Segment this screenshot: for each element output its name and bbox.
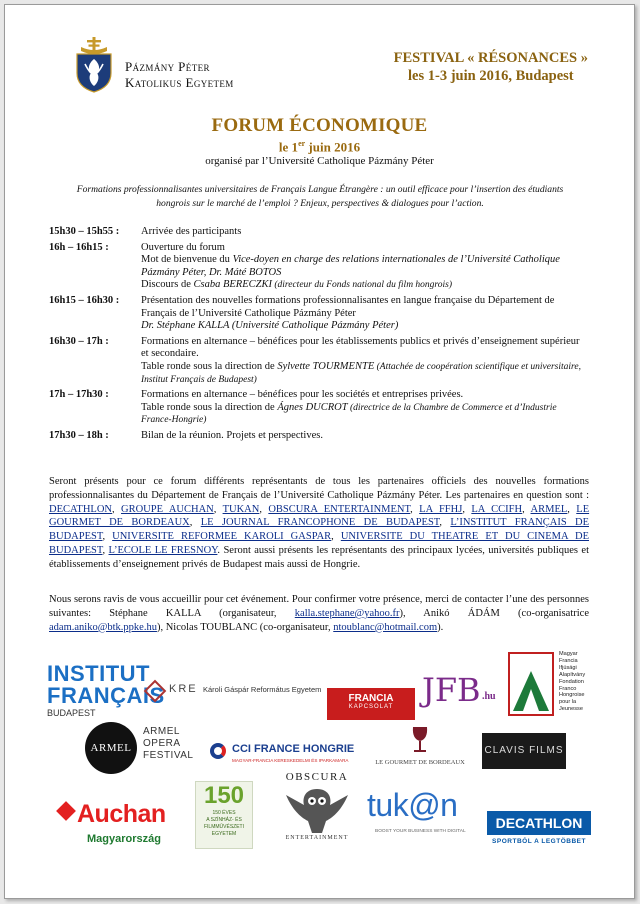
partner-link[interactable]: UNIVERSITE DU THEATRE ET DU CINEMA DE BUDAPEST [49, 531, 590, 556]
partner-link[interactable]: OBSCURA ENTERTAINMENT [268, 503, 411, 515]
decathlon-sub: SPORTBÓL A LEGTÖBBET [492, 838, 586, 845]
szfe-number: 150 [203, 782, 245, 809]
kre-abbr: KRE [169, 683, 198, 695]
schedule-roundtable [141, 361, 589, 386]
kre-emblem-icon [144, 680, 167, 703]
szfe-line: FILMMŰVÉSZETI [203, 824, 244, 830]
university-name-line1: Pázmány Péter [125, 59, 210, 74]
university-name [125, 59, 234, 91]
ffhj-line: Magyar [559, 651, 578, 657]
partner-link[interactable]: DECATHLON [49, 503, 112, 515]
auchan-bird-icon [56, 801, 76, 821]
roundtable-moderator: Sylvette TOURMENTE [277, 360, 375, 372]
partner-link[interactable]: LE JOURNAL FRANCOPHONE DE BUDAPEST [200, 517, 440, 529]
schedule-text: Ouverture du forum [141, 241, 225, 253]
obscura-logo [267, 771, 367, 851]
speech-note: (directeur du Fonds national du film hongrois) [271, 280, 453, 291]
szfe-text [196, 810, 252, 838]
gourmet-text: LE GOURMET DE BORDEAUX [375, 759, 465, 766]
schedule-text: Bilan de la réunion. Projets et perspectives. [141, 429, 323, 441]
partner-link[interactable]: UNIVERSITE REFORMEE KAROLI GASPAR [112, 531, 332, 543]
institut-line1: INSTITUT [47, 661, 150, 686]
forum-date-month: juin 2016 [305, 139, 361, 155]
roundtable-prefix: Table ronde sous la direction de [141, 360, 278, 372]
ffhj-emblem-icon [505, 651, 557, 721]
kre-logo [147, 679, 325, 709]
partners-intro: Seront présents pour ce forum différents représentants de tous les partenaires officiels des nouvelles formations professionnalisantes du Département de Français de l’Université Catholique Pázmány Péter. Les partenaires en question sont : [49, 476, 589, 501]
forum-organizer: organisé par l’Université Catholique Pázmány Péter [205, 155, 434, 167]
schedule-row [49, 389, 589, 427]
partner-link[interactable]: ARMEL [530, 503, 568, 515]
decathlon-logo [487, 811, 591, 851]
partner-link[interactable]: L’ECOLE LE FRESNOY [108, 544, 218, 556]
jfb-logo [422, 671, 504, 721]
schedule-time: 16h30 – 17h : [49, 335, 109, 347]
festival-title: FESTIVAL « RÉSONANCES » [393, 50, 588, 66]
jfb-suffix: .hu [482, 691, 496, 702]
jfb-text: JFB [422, 671, 481, 709]
ffhj-text [559, 651, 585, 713]
schedule-row [49, 226, 589, 239]
welcome-prefix: Mot de bienvenue du [141, 254, 233, 266]
festival-header [394, 49, 588, 85]
armel-circle-icon [85, 722, 137, 774]
schedule-welcome [141, 254, 589, 279]
ffhj-line: Franco [559, 685, 577, 692]
armel-line: OPERA [143, 738, 181, 749]
speech-prefix: Discours de [141, 279, 194, 291]
roundtable-moderator: Ágnes DUCROT [277, 401, 348, 413]
forum-date-day: le 1 [278, 139, 299, 155]
szfe-line: 150 ÉVES [212, 810, 236, 816]
roundtable-note: (directrice de la Chambre de Commerce et d’Industrie France-Hongrie) [141, 402, 557, 426]
roundtable-prefix: Table ronde sous la direction de [141, 401, 278, 413]
schedule-time: 17h – 17h30 : [49, 389, 109, 401]
schedule-row [49, 336, 589, 386]
schedule-time: 17h30 – 18h : [49, 429, 109, 441]
partners-outro: . Seront aussi présents les représentants des principaux lycées, universités publiques et établissements d’enseignement privés de Budapest mais aussi de Hongrie. [49, 544, 590, 570]
contact-text: ), Nicolas TOUBLANC (co-organisateur, [156, 621, 334, 633]
schedule-time: 16h15 – 16h30 : [49, 294, 120, 306]
email-link[interactable]: ntoublanc@hotmail.com [333, 621, 438, 633]
partner-link[interactable]: LE GOURMET DE BORDEAUX [49, 503, 590, 529]
partner-link[interactable]: LA FFHJ [419, 503, 463, 515]
roundtable-note: (Attachée de coopération scientifique et universitaire, Institut Français de Budapest) [141, 361, 581, 385]
institut-line3: BUDAPEST [47, 708, 96, 718]
schedule-text: Formations en alternance – bénéfices pour les établissements publics et privés d’enseignement supérieur et secondaire. [141, 335, 580, 360]
auchan-logo [57, 800, 181, 850]
university-crest-icon [73, 37, 115, 93]
university-name-line2: Katolikus Egyetem [125, 75, 234, 90]
schedule-speech [141, 279, 589, 292]
armel-mark: ARMEL [90, 742, 132, 754]
owl-icon [282, 783, 352, 835]
cci-logo [210, 741, 360, 773]
schedule-text: Formations en alternance – bénéfices pour les sociétés et entreprises privées. [141, 389, 464, 401]
schedule-time: 15h30 – 15h55 : [49, 226, 120, 237]
kre-name: Károli Gáspár Református Egyetem [203, 685, 322, 694]
contact-paragraph [49, 593, 589, 634]
obscura-sub: ENTERTAINMENT [285, 835, 349, 841]
contact-text: ), Anikó ÁDÁM (co-organisatrice [399, 607, 589, 619]
tukan-sub: BOOST YOUR BUSINESS WITH DIGITAL [375, 829, 466, 834]
schedule-text: Arrivée des participants [141, 226, 242, 237]
schedule-time: 16h – 16h15 : [49, 241, 109, 253]
gourmet-bordeaux-logo [370, 725, 470, 773]
forum-intro: Formations professionnalisantes universitaires de Français Langue Étrangère : un outil efficace pour l’insertion des étudiants hongrois sur le marché de l’emploi ? Enjeux, perspectives & dialogues pour l’action. [76, 184, 564, 209]
contact-text: Nous serons ravis de vous accueillir pour cet événement. Pour confirmer votre présence, merci de contacter l’une des personnes suivantes: Stéphane KALLA (organisateur, [49, 594, 589, 619]
auchan-text: Auchan [77, 800, 166, 828]
document-page [4, 4, 635, 899]
szfe-line: A SZÍNHÁZ- ÉS [206, 817, 242, 823]
ffhj-line: Hongroise [559, 692, 585, 699]
ffhj-line: Jeunesse [559, 706, 583, 713]
francia-kapcsolat-logo [327, 688, 415, 720]
partner-link[interactable]: TUKAN [222, 503, 260, 515]
decathlon-text: DECATHLON [487, 811, 591, 835]
schedule-text: Présentation des nouvelles formations professionnalisantes en langue française du Département de Français de l’Université Catholique Pázmány Péter [141, 294, 555, 319]
partner-link[interactable]: L’INSTITUT FRANÇAIS DE BUDAPEST [49, 517, 589, 543]
ffhj-line: Fondation [559, 678, 584, 685]
ffhj-line: Ifjúsági [559, 664, 577, 671]
tukan-text: tuk@n [367, 787, 458, 823]
partner-link[interactable]: GROUPE AUCHAN [121, 503, 214, 515]
email-link[interactable]: adam.aniko@btk.ppke.hu [49, 621, 157, 633]
schedule-row [49, 242, 589, 292]
schedule [49, 226, 589, 446]
ffhj-line: Alapítvány [559, 671, 586, 678]
ffhj-line: Francia [559, 657, 578, 664]
armel-line: ARMEL [143, 726, 180, 737]
schedule-roundtable [141, 402, 589, 427]
forum-title: FORUM ÉCONOMIQUE [211, 115, 428, 136]
festival-dates: les 1-3 juin 2016, Budapest [408, 68, 574, 84]
auchan-sub: Magyarország [87, 833, 161, 845]
armel-text [143, 726, 194, 762]
ffhj-line: pour la [559, 699, 577, 706]
institut-line2: FRANÇAIS [47, 683, 165, 708]
cci-emblem-icon [210, 743, 226, 759]
francia-line2: KAPCSOLAT [348, 704, 394, 710]
francia-line1: FRANCIA [348, 693, 394, 704]
institut-francais-logo [47, 661, 165, 719]
forum-date [5, 139, 634, 155]
partners-paragraph: Seront présents pour ce forum différents représentants de tous les partenaires officiels des nouvelles formations professionnalisantes du Département de Français de l’Université Catholique Pázmány Péter. Les partenaires en question sont : DECATHLON, GROUPE AUCHAN, TUKAN, OBSCURA ENTERTAINMENT, LA FFHJ, LA CCIFH, ARMEL, LE GOURMET DE BORDEAUX, LE JOURNAL FRANCOPHONE DE BUDAPEST, L’INSTITUT FRANÇAIS DE BUDAPEST, UNIVERSITE REFORMEE KAROLI GASPAR, UNIVERSITE DU THEATRE ET DU CINEMA DE BUDAPEST, L’ECOLE LE FRESNOY. Seront aussi présents les représentants des principaux lycées, universités publiques et établissements d’enseignement privés de Budapest mais aussi de Hongrie. [49, 476, 590, 570]
clavis-films-logo [482, 733, 566, 769]
szfe-150-logo [195, 781, 253, 849]
schedule-row [49, 295, 589, 333]
szfe-line: EGYETEM [211, 831, 237, 837]
welcome-speaker: Vice-doyen en charge des relations internationales de l’Université Catholique Pázmány Péter, Dr. Máté BOTOS [141, 254, 560, 278]
obscura-title: OBSCURA [285, 771, 349, 783]
schedule-speaker: Dr. Stéphane KALLA (Université Catholique Pázmány Péter) [141, 320, 399, 332]
forum-date-sup: er [298, 139, 306, 148]
clavis-text: CLAVIS FILMS [484, 745, 564, 756]
speech-speaker: Csaba BERECZKI [193, 279, 272, 291]
armel-line: FESTIVAL [143, 750, 194, 761]
email-link[interactable]: kalla.stephane@yahoo.fr [294, 607, 400, 619]
wine-glass-icon [408, 725, 432, 755]
tukan-logo [367, 787, 477, 843]
armel-logo [85, 720, 195, 776]
ffhj-logo [505, 651, 605, 721]
schedule-row [49, 430, 589, 443]
contact-text: ). [437, 621, 444, 633]
cci-sub: MAGYAR-FRANCIA KERESKEDELMI ÉS IPARKAMARA [232, 758, 349, 763]
partner-link[interactable]: LA CCIFH [471, 503, 523, 515]
cci-name: CCI FRANCE HONGRIE [232, 743, 355, 755]
